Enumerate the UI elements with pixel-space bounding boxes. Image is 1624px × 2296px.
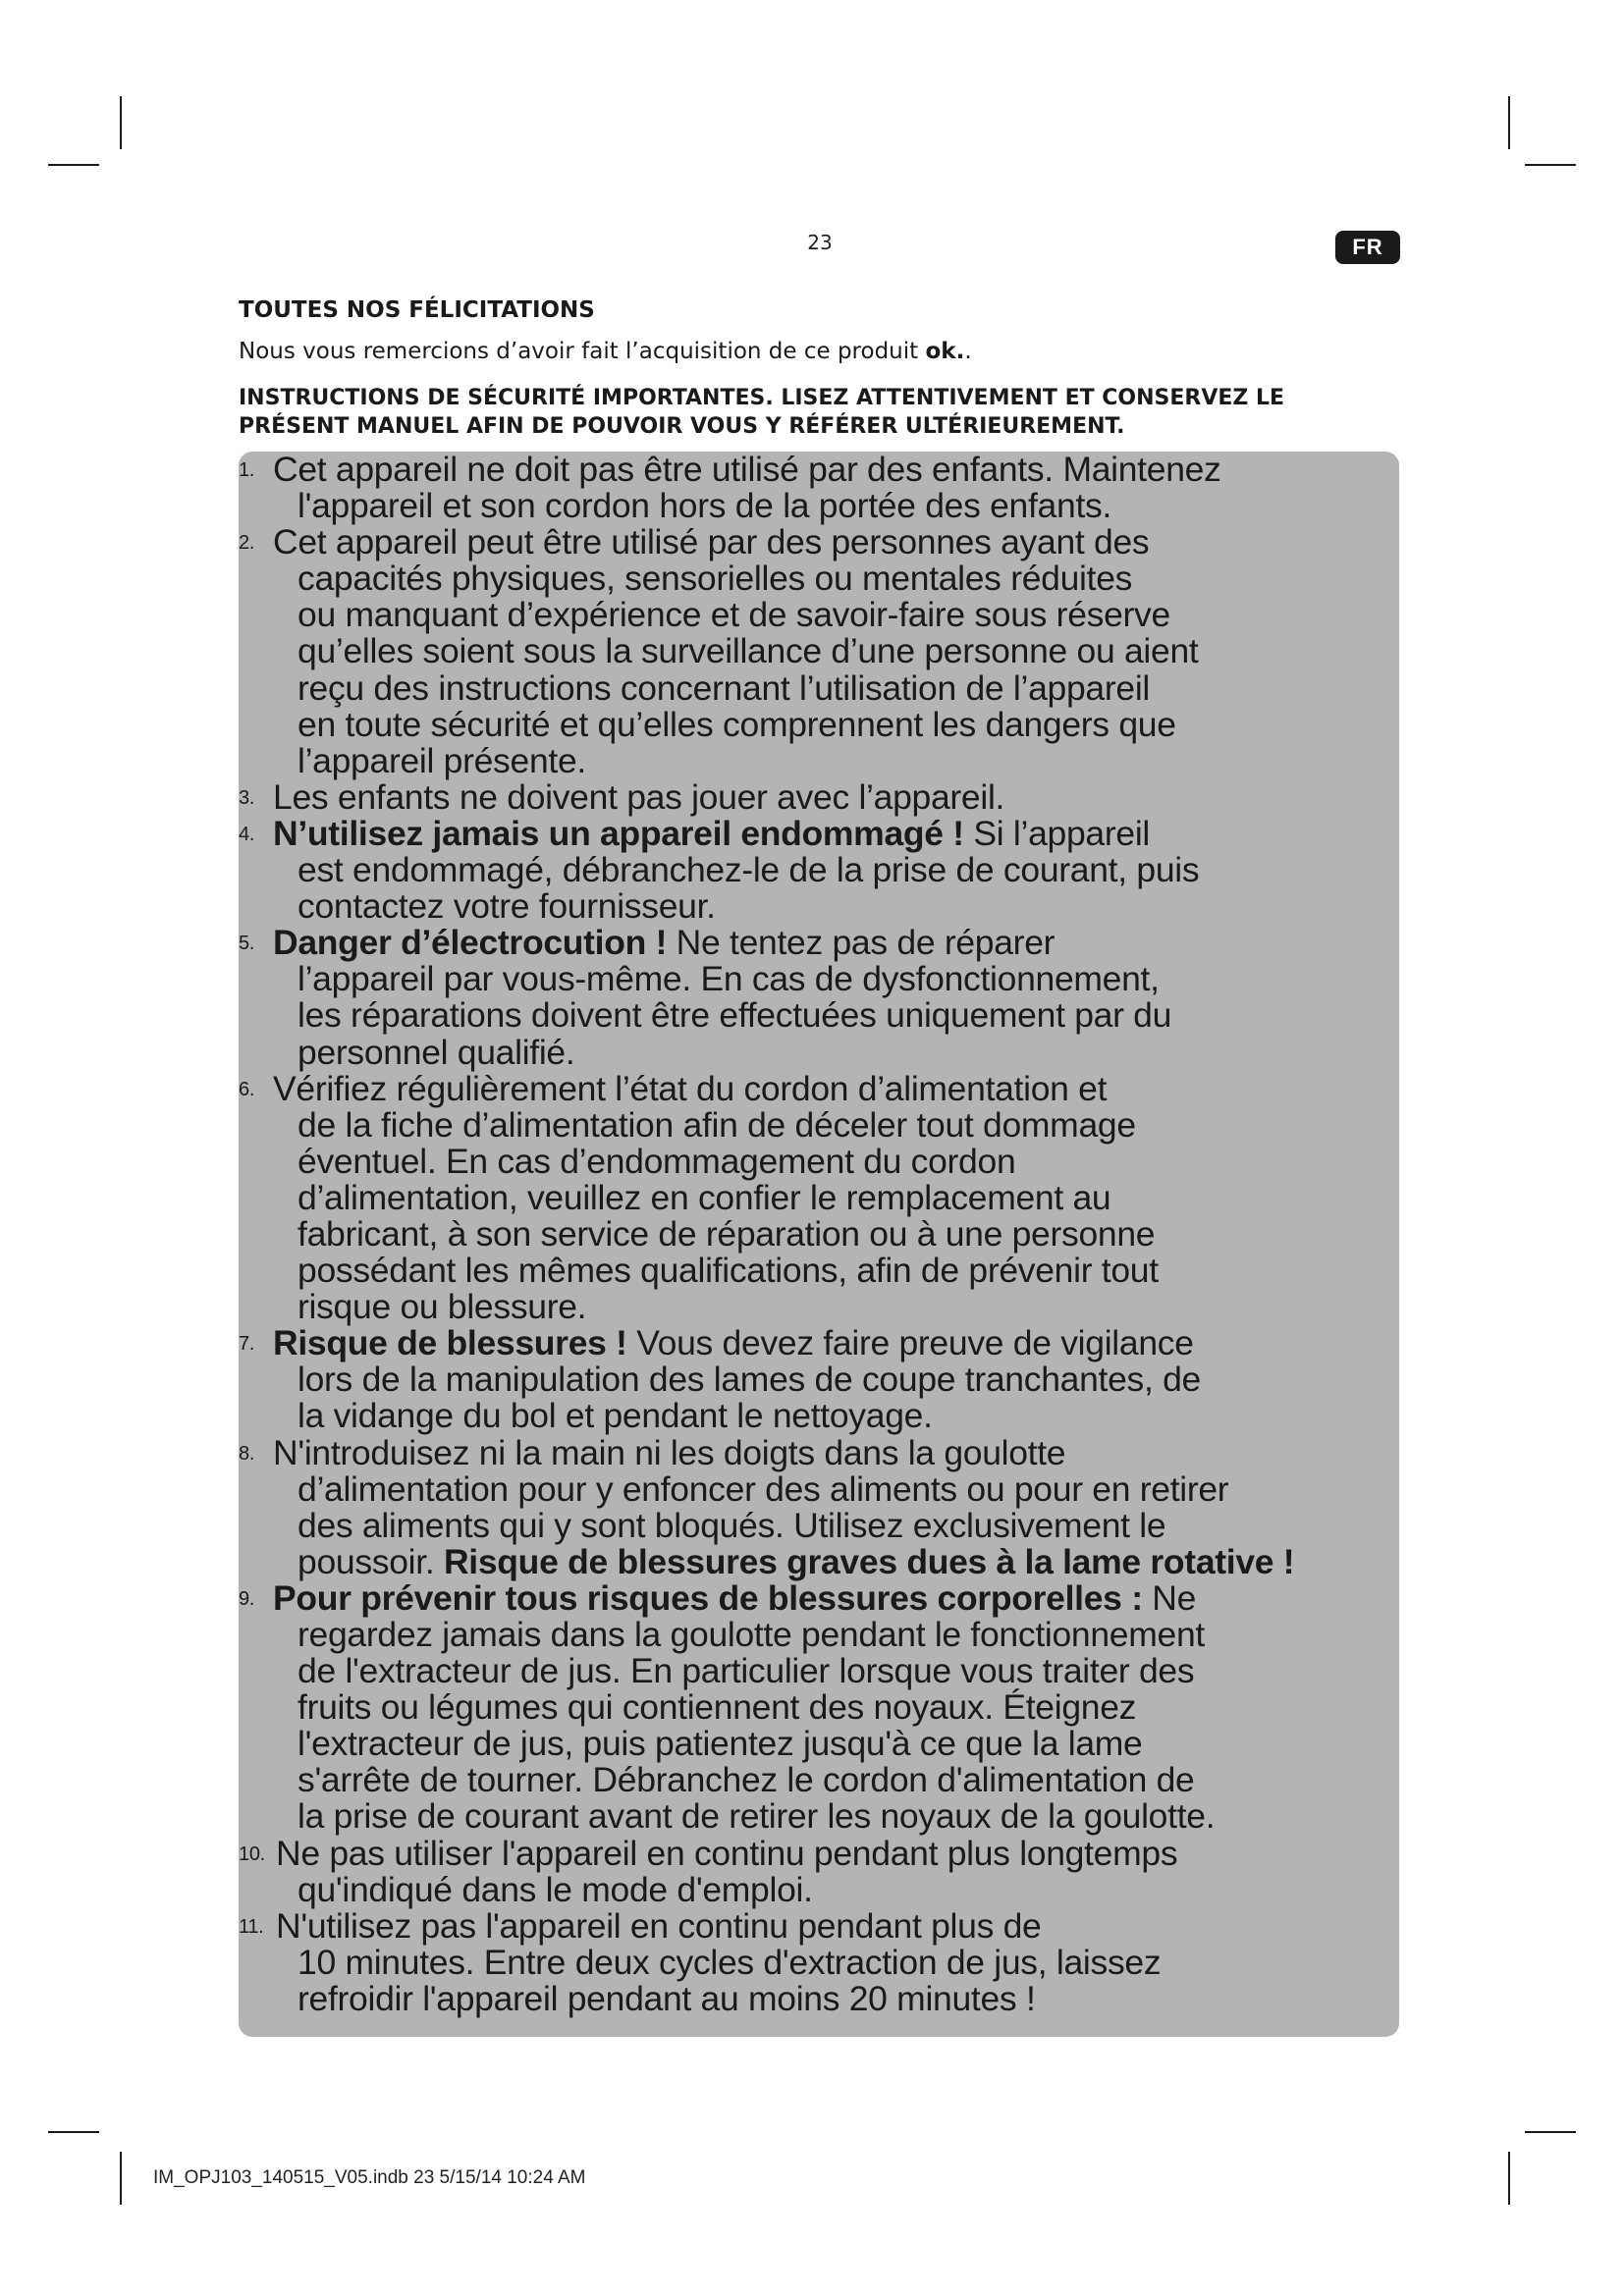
safety-item-number: 5.: [239, 933, 255, 955]
safety-item-number: 4.: [239, 823, 255, 845]
safety-item-number: 8.: [239, 1442, 255, 1465]
safety-item-line: 10 minutes. Entre deux cycles d'extraction de jus, laissez: [298, 1942, 1162, 1982]
safety-item-line: [298, 1541, 1456, 1581]
safety-item-line: contactez votre fournisseur.: [298, 886, 716, 927]
safety-item-line: risque ou blessure.: [298, 1287, 587, 1327]
safety-item-warning: Danger d’électrocution !: [273, 923, 668, 963]
safety-item-line: refroidir l'appareil pendant au moins 20 minutes !: [298, 1978, 1036, 2018]
safety-item: [239, 452, 1456, 524]
safety-item-number: 10.: [239, 1842, 265, 1865]
safety-instructions-list: [239, 452, 1456, 2017]
safety-item-line: N'utilisez pas l'appareil en continu pendant plus de: [276, 1905, 1042, 1946]
safety-item-line: les réparations doivent être effectuées uniquement par du: [298, 995, 1172, 1036]
language-badge: FR: [1335, 231, 1400, 264]
crop-mark-bottom-right-horizontal: [1525, 2131, 1576, 2133]
print-footer: IM_OPJ103_140515_V05.indb 23 5/15/14 10:24 AM: [153, 2167, 586, 2188]
safety-item: [239, 1325, 1456, 1434]
safety-item: [239, 1432, 1456, 1581]
safety-item-line: personnel qualifié.: [298, 1032, 575, 1072]
congratulations-heading: TOUTES NOS FÉLICITATIONS: [239, 297, 595, 323]
page-number: 23: [807, 231, 833, 254]
thanks-end: .: [964, 339, 972, 364]
safety-item-line: Vérifiez régulièrement l’état du cordon d’alimentation et: [273, 1068, 1108, 1108]
safety-item-line: lors de la manipulation des lames de coupe tranchantes, de: [298, 1360, 1201, 1400]
safety-item-number: 11.: [239, 1915, 264, 1938]
safety-item-number: 3.: [239, 786, 255, 809]
safety-item-line: reçu des instructions concernant l’utilisation de l’appareil: [298, 667, 1151, 708]
safety-item-line: la prise de courant avant de retirer les noyaux de la goulotte.: [298, 1796, 1216, 1837]
safety-item-line: Cet appareil peut être utilisé par des personnes ayant des: [273, 522, 1150, 562]
safety-item-text: poussoir.: [298, 1541, 444, 1581]
safety-item-text: Vous devez faire preuve de vigilance: [626, 1323, 1194, 1363]
safety-item-line: [273, 1325, 1456, 1362]
safety-item: [239, 776, 1456, 817]
safety-item-line: est endommagé, débranchez-le de la prise de courant, puis: [298, 850, 1200, 890]
safety-item-line: Cet appareil ne doit pas être utilisé par des enfants. Maintenez: [273, 450, 1221, 489]
safety-item-line: possédant les mêmes qualifications, afin de prévenir tout: [298, 1251, 1159, 1291]
crop-mark-top-right-horizontal: [1525, 164, 1576, 166]
crop-mark-top-left-horizontal: [48, 164, 99, 166]
safety-item-line: N'introduisez ni la main ni les doigts dans la goulotte: [273, 1432, 1066, 1472]
thanks-line: [239, 339, 972, 364]
safety-item-line: d’alimentation, veuillez en confier le remplacement au: [298, 1177, 1111, 1217]
safety-item-line: en toute sécurité et qu’elles comprennent les dangers que: [298, 704, 1176, 744]
safety-item: [239, 1905, 1456, 2018]
safety-item-text: Ne tentez pas de réparer: [667, 923, 1056, 963]
crop-mark-top-left-vertical: [120, 96, 122, 149]
safety-item-line: fruits ou légumes qui contiennent des noyaux. Éteignez: [298, 1687, 1137, 1728]
safety-instructions-heading: [239, 384, 1397, 441]
safety-item-line: l’appareil par vous-même. En cas de dysfonctionnement,: [298, 959, 1160, 999]
safety-heading-line: INSTRUCTIONS DE SÉCURITÉ IMPORTANTES. LISEZ ATTENTIVEMENT ET CONSERVEZ LE: [239, 386, 1285, 410]
safety-item-line: regardez jamais dans la goulotte pendant le fonctionnement: [298, 1615, 1205, 1654]
safety-item-line: l'appareil et son cordon hors de la portée des enfants.: [298, 486, 1112, 526]
safety-item-warning: Pour prévenir tous risques de blessures corporelles :: [273, 1577, 1143, 1618]
crop-mark-bottom-left-horizontal: [48, 2131, 99, 2133]
safety-item-number: 2.: [239, 532, 255, 555]
safety-item-number: 9.: [239, 1587, 255, 1610]
safety-item-line: Ne pas utiliser l'appareil en continu pendant plus longtemps: [276, 1833, 1178, 1873]
product-name: ok.: [925, 339, 965, 364]
safety-item-line: s'arrête de tourner. Débranchez le cordon d'alimentation de: [298, 1760, 1195, 1800]
safety-item: [239, 813, 1456, 927]
safety-item-line: ou manquant d’expérience et de savoir-faire sous réserve: [298, 595, 1170, 635]
safety-item-line: qu’elles soient sous la surveillance d’une personne ou aient: [298, 631, 1199, 671]
safety-item-number: 7.: [239, 1333, 255, 1356]
safety-item-warning: N’utilisez jamais un appareil endommagé !: [273, 813, 964, 853]
safety-instructions-panel: [239, 452, 1399, 2037]
safety-item: [239, 925, 1456, 1070]
safety-item-line: fabricant, à son service de réparation ou à une personne: [298, 1213, 1156, 1254]
safety-item: [239, 524, 1456, 779]
safety-item-line: de la fiche d’alimentation afin de déceler tout dommage: [298, 1104, 1136, 1145]
safety-item-line: de l'extracteur de jus. En particulier lorsque vous traiter des: [298, 1651, 1195, 1691]
safety-item-line: Les enfants ne doivent pas jouer avec l’appareil.: [273, 776, 1005, 817]
safety-item-warning: Risque de blessures !: [273, 1323, 627, 1363]
safety-item-line: [273, 813, 1456, 853]
safety-item-line: des aliments qui y sont bloqués. Utilisez exclusivement le: [298, 1505, 1166, 1545]
safety-item-text: Si l’appareil: [963, 813, 1150, 853]
safety-item-line: d’alimentation pour y enfoncer des aliments ou pour en retirer: [298, 1468, 1229, 1509]
safety-item-line: éventuel. En cas d’endommagement du cordon: [298, 1141, 1016, 1181]
safety-item-text: Ne: [1142, 1577, 1197, 1618]
safety-item-line: capacités physiques, sensorielles ou mentales réduites: [298, 559, 1133, 599]
safety-item-number: 1.: [239, 459, 255, 481]
safety-item-number: 6.: [239, 1078, 255, 1100]
safety-item-line: la vidange du bol et pendant le nettoyage.: [298, 1396, 933, 1436]
crop-mark-bottom-left-vertical: [120, 2152, 122, 2205]
crop-mark-bottom-right-vertical: [1508, 2152, 1510, 2205]
crop-mark-top-right-vertical: [1508, 96, 1510, 149]
safety-item: [239, 1577, 1456, 1837]
safety-item-line: [273, 1577, 1456, 1618]
safety-item: [239, 1833, 1456, 1909]
safety-item-line: [273, 925, 1456, 961]
safety-item-line: l’appareil présente.: [298, 740, 586, 780]
thanks-text: Nous vous remercions d’avoir fait l’acquisition de ce produit: [239, 339, 919, 364]
safety-heading-line: PRÉSENT MANUEL AFIN DE POUVOIR VOUS Y RÉFÉRER ULTÉRIEUREMENT.: [239, 414, 1125, 439]
safety-item-line: qu'indiqué dans le mode d'emploi.: [298, 1869, 813, 1909]
safety-item: [239, 1068, 1456, 1327]
safety-item-warning: Risque de blessures graves dues à la lame rotative !: [443, 1541, 1295, 1581]
safety-item-line: l'extracteur de jus, puis patientez jusqu'à ce que la lame: [298, 1724, 1143, 1764]
